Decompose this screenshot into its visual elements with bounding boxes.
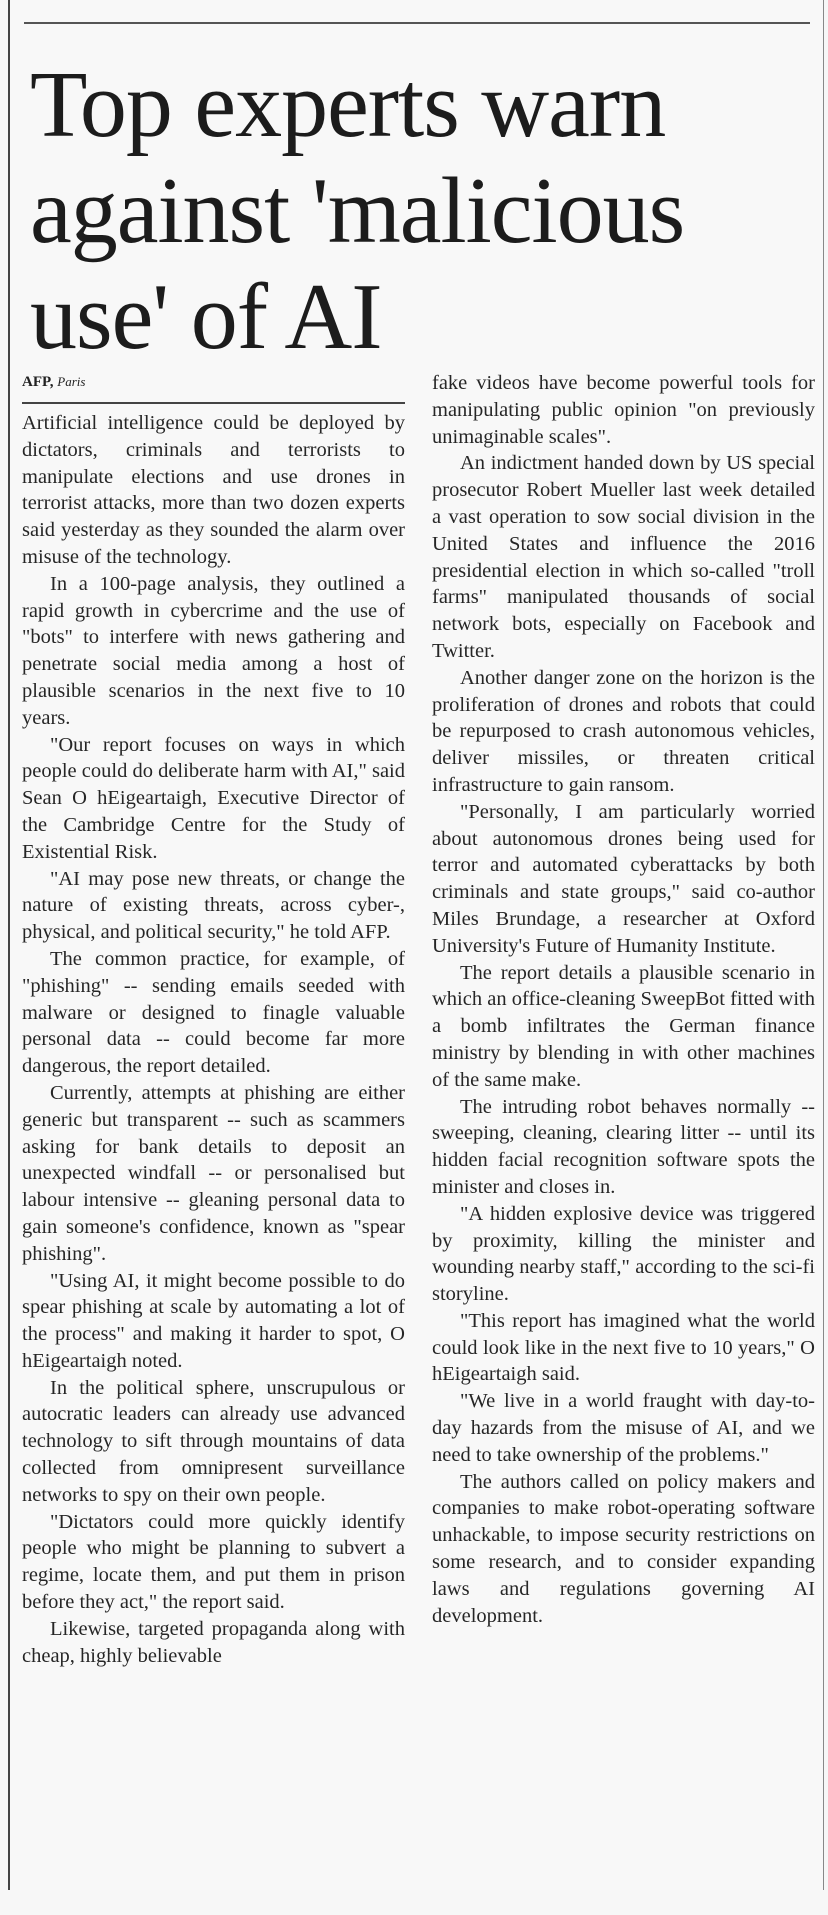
paragraph: An indictment handed down by US special prosecutor Robert Mueller last week detailed a vast operation to sow social division in the United States and influence the 2016 presidential election in which so-called "troll farms" manipulated thousands of social network bots, especially on Facebook and Twitter. — [432, 452, 815, 662]
paragraph: "AI may pose new threats, or change the nature of existing threats, across cyber-, physical, and political security," he told AFP. — [22, 867, 405, 944]
byline-rule — [22, 402, 405, 404]
paragraph: Currently, attempts at phishing are either generic but transparent -- such as scammers asking for bank details to deposit an unexpected windfall -- or personalised but labour intensive -- gleaning personal data to gain someone's confidence, known as "spear phishing". — [22, 1081, 405, 1265]
byline — [22, 374, 85, 391]
header-rule — [24, 22, 810, 24]
paragraph: "This report has imagined what the world could look like in the next five to 10 years," O hEigeartaigh said. — [432, 1309, 815, 1386]
paragraph: In a 100-page analysis, they outlined a rapid growth in cybercrime and the use of "bots" to interfere with news gathering and penetrate social media among a host of plausible scenarios in the next five to 10 years. — [22, 572, 405, 729]
paragraph: fake videos have become powerful tools for manipulating public opinion "on previously unimaginable scales". — [432, 372, 815, 448]
paragraph: In the political sphere, unscrupulous or autocratic leaders can already use advanced technology to sift through mountains of data collected from omnipresent surveillance networks to spy on their own people. — [22, 1376, 405, 1506]
paragraph: Another danger zone on the horizon is the proliferation of drones and robots that could be repurposed to crash autonomous vehicles, deliver missiles, or threaten critical infrastructure to gain ransom. — [432, 666, 815, 796]
paragraph: The authors called on policy makers and companies to make robot-operating software unhackable, to impose security restrictions on some research, and to consider expanding laws and regulations governing AI development. — [432, 1470, 815, 1627]
byline-place: Paris — [57, 374, 86, 389]
article-column-left — [22, 410, 405, 1669]
paragraph: The common practice, for example, of "phishing" -- sending emails seeded with malware or designed to finagle valuable personal data -- could become far more dangerous, the report detailed. — [22, 947, 405, 1078]
paragraph: Artificial intelligence could be deployed by dictators, criminals and terrorists to manipulate elections and use drones in terrorist attacks, more than two dozen experts said yesterday as they sounded the alarm over misuse of the technology. — [22, 412, 405, 568]
headline: Top experts warn against 'malicious use' of AI — [30, 53, 685, 369]
cut-off-header-text — [50, 0, 650, 2]
paragraph: "Personally, I am particularly worried about autonomous drones being used for terror and automated cyberattacks by both criminals and state groups," said co-author Miles Brundage, a researcher at Oxford University's Future of Humanity Institute. — [432, 800, 815, 957]
paragraph: "Dictators could more quickly identify people who might be planning to subvert a regime, locate them, and put them in prison before they act," the report said. — [22, 1510, 405, 1614]
paragraph: Likewise, targeted propaganda along with cheap, highly believable — [22, 1617, 405, 1667]
paragraph: The intruding robot behaves normally -- sweeping, cleaning, clearing litter -- until its hidden facial recognition software spots the minister and closes in. — [432, 1095, 815, 1198]
paragraph: "Our report focuses on ways in which people could do deliberate harm with AI," said Sean O hEigeartaigh, Executive Director of the Cambridge Centre for the Study of Existential Risk. — [22, 733, 405, 863]
paragraph: "We live in a world fraught with day-to-day hazards from the misuse of AI, and we need to take ownership of the problems." — [432, 1390, 815, 1466]
byline-agency: AFP, — [22, 374, 54, 390]
article-column-right — [432, 370, 815, 1629]
paragraph: The report details a plausible scenario in which an office-cleaning SweepBot fitted with a bomb infiltrates the German finance ministry by blending in with other machines of the same make. — [432, 961, 815, 1091]
paragraph: "Using AI, it might become possible to do spear phishing at scale by automating a lot of the process" and making it harder to spot, O hEigeartaigh noted. — [22, 1269, 405, 1372]
paragraph: "A hidden explosive device was triggered by proximity, killing the minister and wounding nearby staff," according to the sci-fi storyline. — [432, 1202, 815, 1306]
